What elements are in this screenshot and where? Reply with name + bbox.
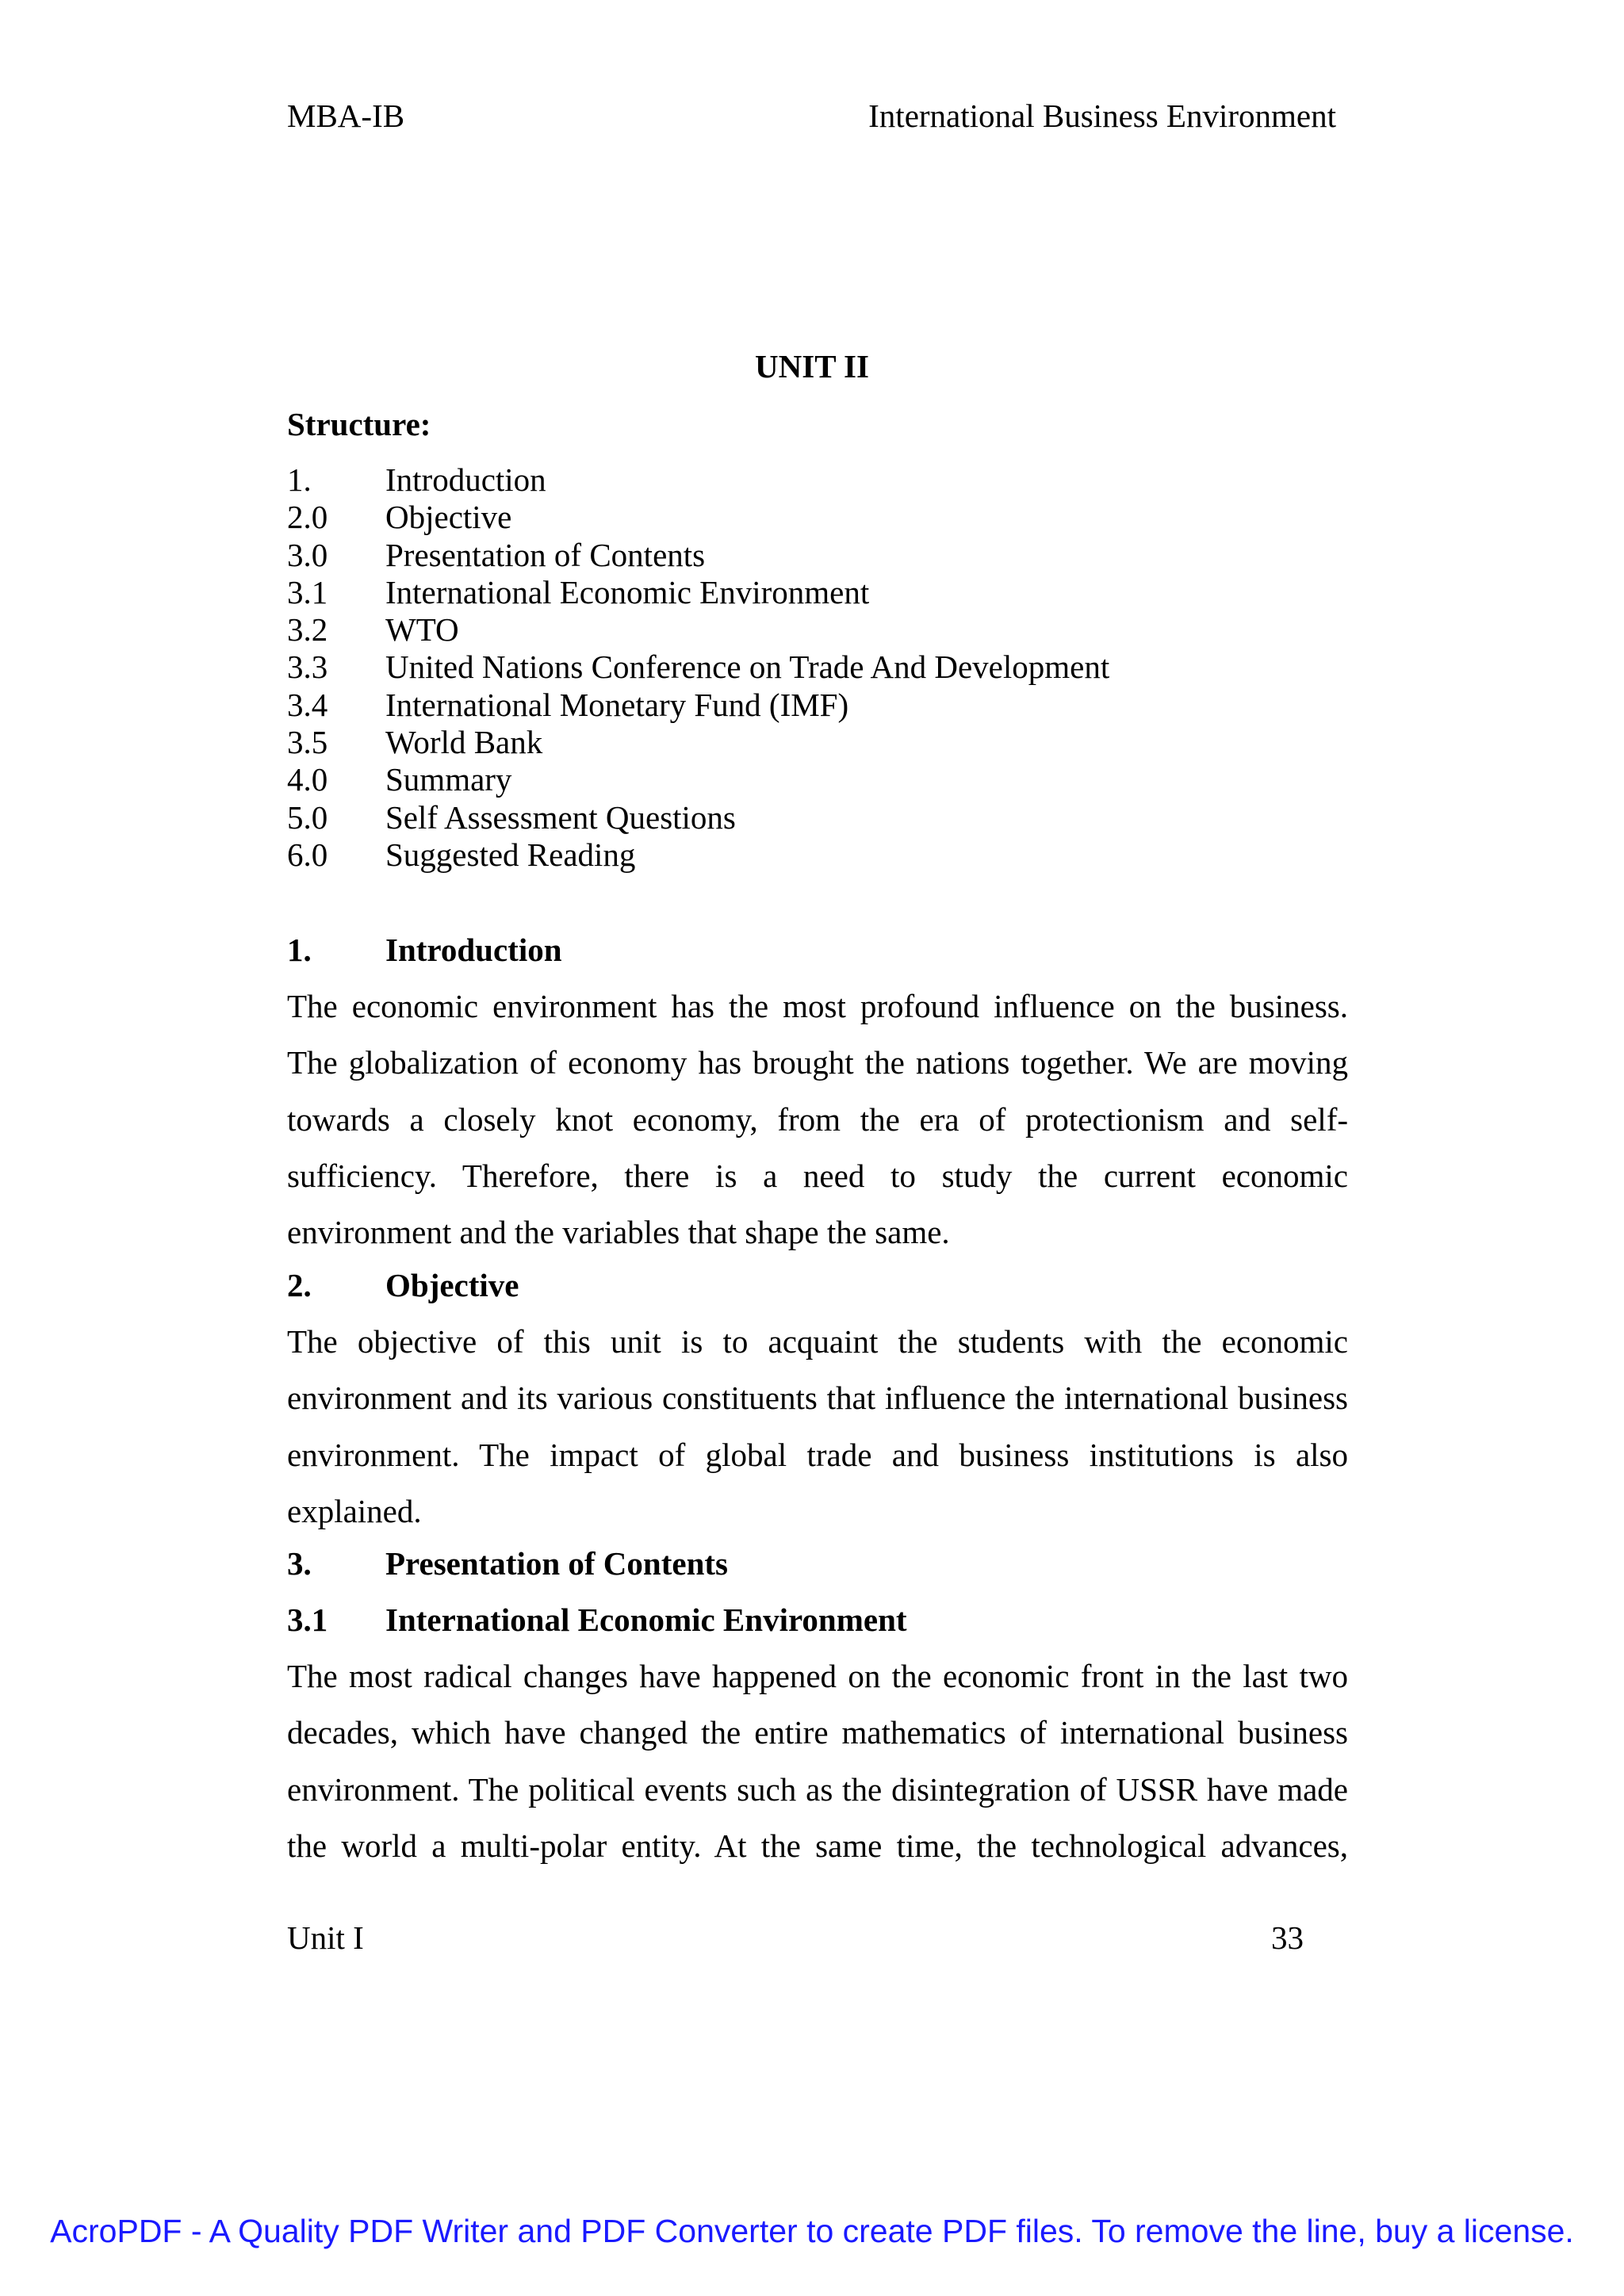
structure-item bbox=[287, 499, 1397, 536]
structure-item-number: 3.4 bbox=[287, 686, 328, 723]
structure-item bbox=[287, 836, 1397, 874]
structure-item-number: 5.0 bbox=[287, 798, 328, 836]
structure-item bbox=[287, 461, 1397, 499]
structure-item-number: 2.0 bbox=[287, 499, 328, 536]
paragraph-line: The economic environment has the most profound influence on the business. bbox=[287, 988, 1348, 1024]
structure-list bbox=[287, 461, 1397, 874]
structure-item-label: WTO bbox=[385, 611, 459, 649]
section-number: 3.1 bbox=[287, 1601, 328, 1638]
structure-item-label: Suggested Reading bbox=[385, 836, 636, 873]
structure-item bbox=[287, 799, 1397, 836]
section-title: Presentation of Contents bbox=[385, 1545, 728, 1582]
section-heading-introduction bbox=[287, 931, 562, 969]
structure-item-number: 3.0 bbox=[287, 536, 328, 573]
structure-item-label: International Monetary Fund (IMF) bbox=[385, 686, 849, 723]
structure-item-number: 3.1 bbox=[287, 573, 328, 610]
structure-item-label: Objective bbox=[385, 499, 512, 536]
introduction-paragraph bbox=[287, 978, 1348, 1261]
structure-item bbox=[287, 574, 1397, 611]
paragraph-line: towards a closely knot economy, from the era of protectionism and self- bbox=[287, 1100, 1348, 1138]
structure-item bbox=[287, 537, 1397, 574]
structure-item-number: 6.0 bbox=[287, 836, 328, 873]
paragraph-line: the world a multi-polar entity. At the same time, the technological advances, bbox=[287, 1827, 1348, 1864]
structure-item-label: Presentation of Contents bbox=[385, 536, 706, 573]
structure-item-number: 3.5 bbox=[287, 724, 328, 761]
paragraph-line: explained. bbox=[287, 1492, 422, 1529]
section-title: International Economic Environment bbox=[385, 1601, 907, 1638]
structure-item bbox=[287, 724, 1397, 761]
section-number: 1. bbox=[287, 932, 312, 968]
structure-item-number: 1. bbox=[287, 461, 312, 498]
paragraph-line: environment. The impact of global trade and business institutions is also bbox=[287, 1436, 1348, 1473]
acropdf-watermark-banner: AcroPDF - A Quality PDF Writer and PDF Converter to create PDF files. To remove the line, buy a license. bbox=[50, 2213, 1574, 2249]
paragraph-line: environment. The political events such as the disintegration of USSR have made bbox=[287, 1770, 1348, 1808]
paragraph-line: The globalization of economy has brought the nations together. We are moving bbox=[287, 1044, 1348, 1081]
structure-item-label: International Economic Environment bbox=[385, 573, 870, 610]
structure-item bbox=[287, 611, 1397, 649]
structure-item-label: Introduction bbox=[385, 461, 546, 498]
structure-item-label: World Bank bbox=[385, 724, 543, 761]
section-title: Objective bbox=[385, 1267, 519, 1303]
section-title: Introduction bbox=[385, 932, 562, 968]
section-heading-international-economic-environment bbox=[287, 1601, 907, 1639]
structure-item-number: 4.0 bbox=[287, 761, 328, 798]
structure-item bbox=[287, 649, 1397, 686]
international-economic-environment-paragraph bbox=[287, 1648, 1348, 1874]
page-number: 33 bbox=[1271, 1919, 1304, 1956]
structure-item-label: Summary bbox=[385, 761, 512, 798]
paragraph-line: decades, which have changed the entire mathematics of international business bbox=[287, 1714, 1348, 1751]
section-heading-objective bbox=[287, 1266, 519, 1304]
paragraph-line: environment and the variables that shape the same. bbox=[287, 1214, 950, 1251]
structure-item bbox=[287, 761, 1397, 798]
section-number: 3. bbox=[287, 1545, 312, 1582]
structure-item-label: United Nations Conference on Trade And Development bbox=[385, 649, 1110, 686]
section-number: 2. bbox=[287, 1267, 312, 1303]
objective-paragraph bbox=[287, 1314, 1348, 1540]
paragraph-line: The objective of this unit is to acquaint the students with the economic bbox=[287, 1323, 1348, 1360]
structure-heading: Structure: bbox=[287, 406, 431, 442]
unit-title: UNIT II bbox=[755, 348, 869, 385]
paragraph-line: The most radical changes have happened on the economic front in the last two bbox=[287, 1658, 1348, 1694]
section-heading-presentation bbox=[287, 1544, 728, 1582]
header-course-title: International Business Environment bbox=[868, 98, 1336, 134]
footer-unit-label: Unit I bbox=[287, 1919, 364, 1956]
paragraph-line: sufficiency. Therefore, there is a need to study the current economic bbox=[287, 1157, 1348, 1194]
header-course-code: MBA-IB bbox=[287, 98, 405, 134]
structure-item-label: Self Assessment Questions bbox=[385, 798, 736, 836]
structure-item-number: 3.2 bbox=[287, 611, 328, 649]
structure-item bbox=[287, 687, 1397, 724]
structure-item-number: 3.3 bbox=[287, 649, 328, 686]
paragraph-line: environment and its various constituents that influence the international business bbox=[287, 1380, 1348, 1417]
